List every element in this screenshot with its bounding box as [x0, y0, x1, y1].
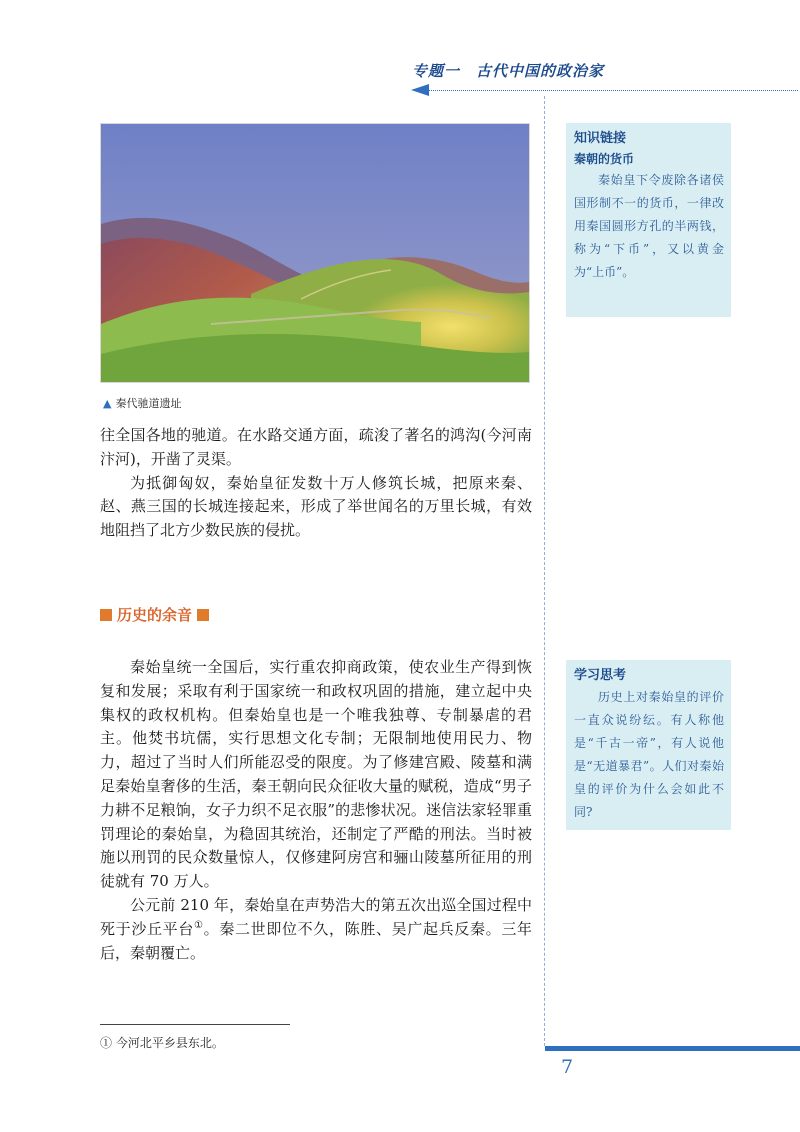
chapter-header-title: 专题一 古代中国的政治家	[412, 62, 605, 80]
qin-road-ruins-photo	[100, 123, 530, 383]
section-heading	[100, 604, 209, 625]
footnote-rule	[100, 1024, 290, 1025]
study-question-body: 历史上对秦始皇的评价一直众说纷纭。有人称他是“千古一帝”，有人说他是“无道暴君”。人们对秦始皇的评价为什么会如此不同?	[574, 690, 724, 819]
footnote-marker[interactable]: ①	[194, 919, 204, 931]
body-text-span: 。秦二世即位不久，陈胜、吴广起兵反秦。三年后，秦朝覆亡。	[100, 919, 532, 962]
knowledge-link-body: 秦始皇下令废除各诸侯国形制不一的货币，一律改用秦国圆形方孔的半两钱，称为“下币”，又以黄金为“上币”。	[574, 173, 724, 279]
study-question-box	[566, 660, 731, 830]
margin-divider	[544, 96, 545, 1046]
body-paragraph: 秦始皇统一全国后，实行重农抑商政策，使农业生产得到恢复和发展；采取有利于国家统一和政权巩固的措施，建立起中央集权的政权机构。但秦始皇也是一个唯我独尊、专制暴虐的君主。他焚书坑儒，实行思想文化专制；无限制地使用民力、物力，超过了当时人们所能忍受的限度。为了修建宫殿、陵墓和满足秦始皇奢侈的生活，秦王朝向民众征收大量的赋税，造成“男子力耕不足粮饷，女子力织不足衣服”的悲惨状况。迷信法家轻罪重罚理论的秦始皇，为稳固其统治，还制定了严酷的刑法。当时被施以刑罚的民众数量惊人，仅修建阿房宫和骊山陵墓所征用的刑徒就有 70 万人。	[100, 658, 532, 891]
body-paragraph: 往全国各地的驰道。在水路交通方面，疏浚了著名的鸿沟(今河南汴河)，开凿了灵渠。	[100, 426, 532, 468]
knowledge-link-box	[566, 123, 731, 317]
body-text-section	[100, 656, 532, 965]
study-question-title: 学习思考	[574, 668, 627, 683]
page-footer-bar	[545, 1046, 800, 1051]
section-heading-text: 历史的余音	[117, 606, 193, 624]
page-number: 7	[561, 1056, 574, 1078]
body-paragraph	[100, 894, 532, 965]
body-text-span: 公元前 210 年，秦始皇在声势浩大的第五次出巡全国过程中死于沙丘平台	[100, 895, 532, 938]
figure-caption	[103, 395, 181, 411]
footnote: ① 今河北平乡县东北。	[100, 1036, 224, 1050]
knowledge-link-title: 知识链接	[574, 131, 627, 146]
heading-square-icon	[197, 609, 209, 621]
knowledge-link-subtitle: 秦朝的货币	[574, 152, 635, 166]
caption-triangle-icon: ▲	[103, 397, 112, 410]
body-paragraph: 为抵御匈奴，秦始皇征发数十万人修筑长城，把原来秦、赵、燕三国的长城连接起来，形成了举世闻名的万里长城，有效地阻挡了北方少数民族的侵扰。	[100, 473, 532, 540]
heading-square-icon	[100, 609, 112, 621]
header-dotted-rule	[420, 90, 798, 91]
caption-text: 秦代驰道遗址	[115, 397, 182, 410]
body-text-top	[100, 424, 532, 543]
